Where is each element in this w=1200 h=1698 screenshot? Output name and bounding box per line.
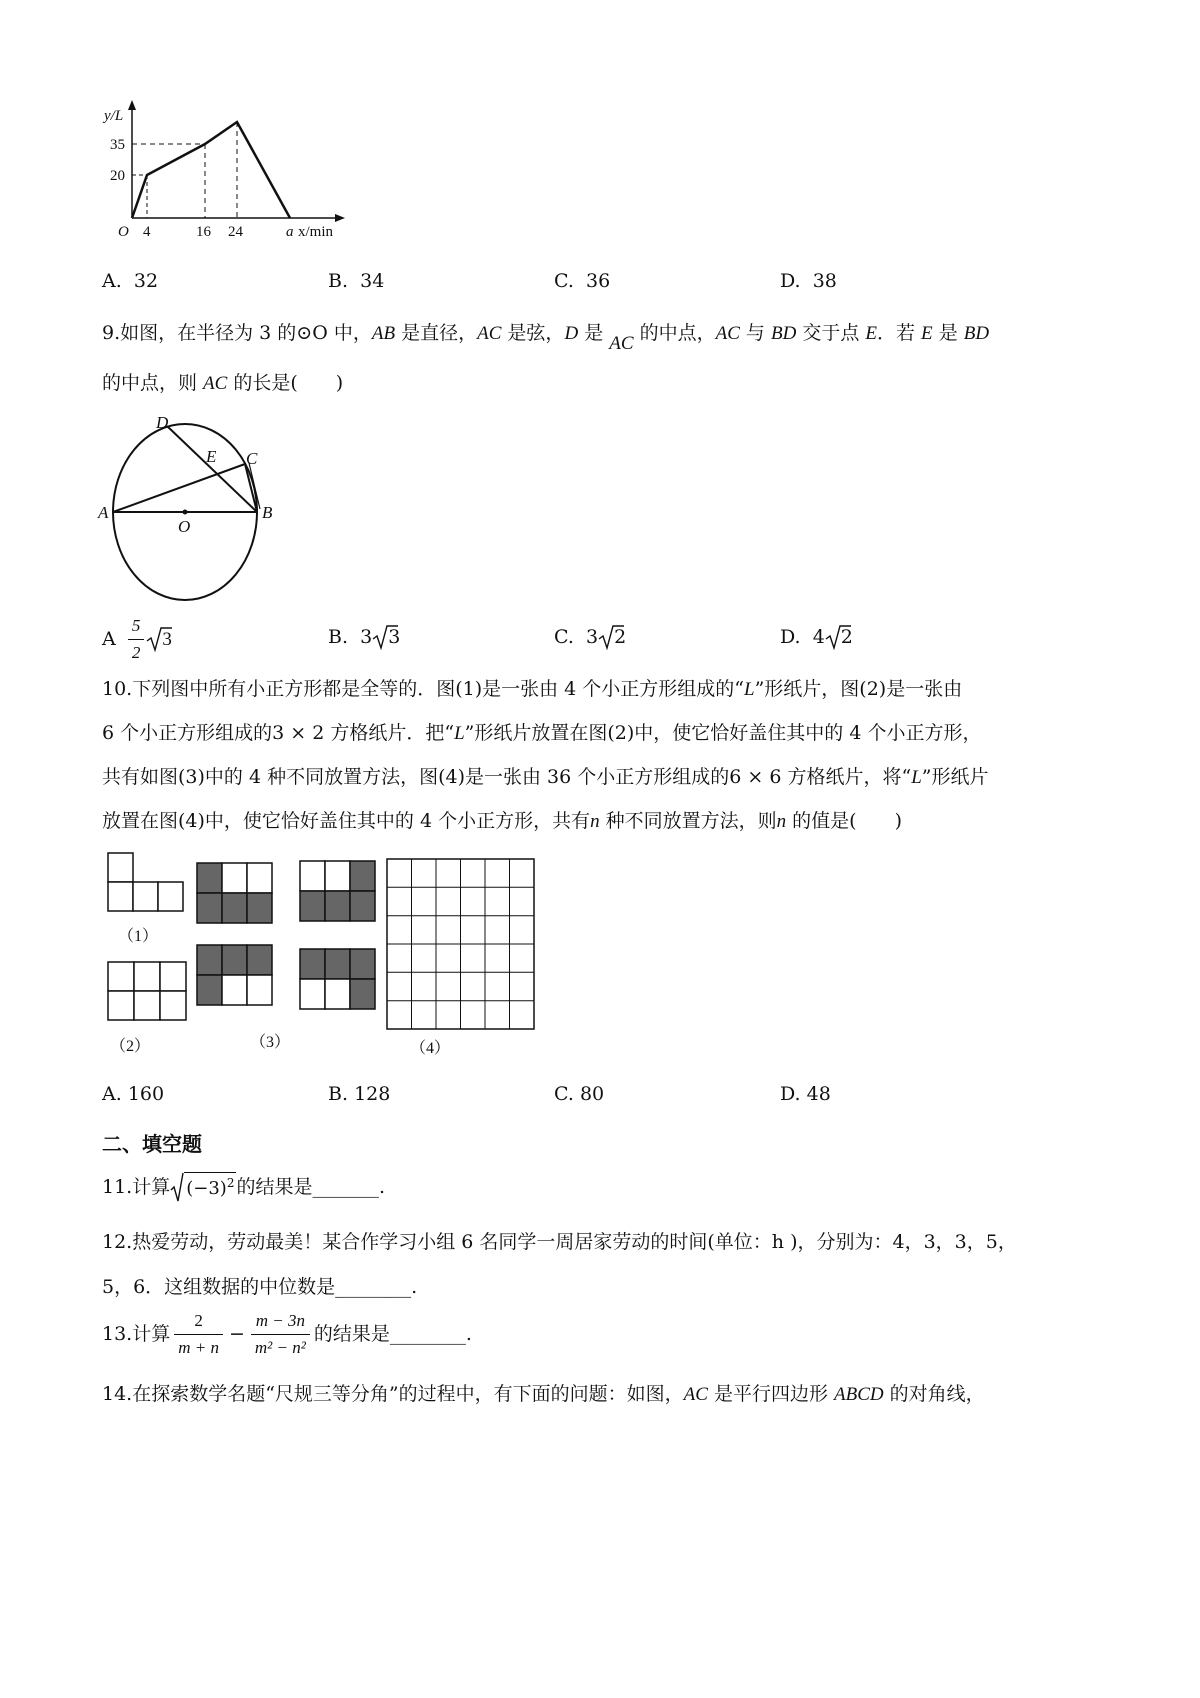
center-dot	[183, 510, 188, 515]
q10-option-a[interactable]: A. 160	[102, 1083, 165, 1105]
q12-line-1: 12.热爱劳动，劳动最美！某合作学习小组 6 名同学一周居家劳动的时间(单位：h )，分别为：4，3，3，5，	[102, 1231, 1017, 1253]
fraction-1: $\frac{2}{m + n}$	[174, 1311, 223, 1357]
q10-option-c[interactable]: C. 80	[554, 1083, 605, 1105]
section-heading: 二、填空题	[102, 1132, 202, 1156]
y-axis-arrow	[128, 100, 136, 110]
q9-option-b[interactable]: B. 3 3	[328, 624, 400, 650]
q9-option-c[interactable]: C. 3 2	[554, 624, 626, 650]
fraction: $\frac{5}{2}$	[128, 616, 145, 662]
chord-bd	[167, 426, 257, 512]
q10-line-3: 共有如图(3)中的 4 种不同放置方法，图(4)是一张由 36 个小正方形组成的6 × 6 方格纸片，将“L”形纸片	[102, 766, 989, 788]
fig-label-1: （1）	[118, 928, 159, 945]
q12-line-2: 5，6．这组数据的中位数是________.	[102, 1276, 418, 1298]
y-tick-35: 35	[110, 137, 125, 153]
graph-line	[132, 122, 290, 218]
q10-figures	[100, 845, 540, 1065]
q9-line-2: 的中点，则 AC 的长是( )	[102, 372, 344, 394]
x-axis-label: x/min	[298, 224, 334, 240]
x-axis-arrow	[335, 214, 345, 222]
label-c: C	[246, 449, 258, 468]
label-d: D	[156, 413, 169, 432]
q8-graph	[100, 100, 360, 250]
fig4-grid	[387, 859, 534, 1029]
q9-circle-figure	[96, 412, 286, 602]
fig-label-3: （3）	[250, 1034, 291, 1051]
x-tick-16: 16	[196, 224, 211, 240]
q8-option-b[interactable]: B. 34	[328, 270, 385, 292]
q9-option-d[interactable]: D. 4 2	[780, 624, 853, 650]
fig3-placements	[197, 861, 375, 1009]
label-o: O	[178, 517, 191, 536]
x-tick-a: a	[286, 224, 294, 240]
fraction-2: $\frac{m - 3n}{\text{m² − n²}}$	[251, 1311, 310, 1357]
q10-line-4: 放置在图(4)中，使它恰好盖住其中的 4 个小正方形，共有n 种不同放置方法，则n 的值是( )	[102, 810, 903, 832]
q8-option-a[interactable]: A. 32	[102, 270, 159, 292]
label-e: E	[206, 447, 217, 466]
q9-line-1: 9.如图，在半径为 3 的⊙O 中，AB 是直径，AC 是弦，D 是 AC 的中点，AC 与 BD 交于点 E．若 E 是 BD	[102, 322, 990, 354]
q14-line-1: 14.在探索数学名题“尺规三等分角”的过程中，有下面的问题：如图，AC 是平行四边形 ABCD 的对角线，	[102, 1383, 985, 1405]
y-tick-20: 20	[110, 168, 125, 184]
arc-ac: AC	[609, 333, 634, 354]
fig2-grid	[108, 962, 186, 1020]
q8-option-d[interactable]: D. 38	[780, 270, 837, 292]
sqrt-expression: $(-3)^2$	[170, 1172, 236, 1202]
origin-label: O	[118, 224, 129, 240]
q11: 11.计算 $(-3)^2$ 的结果是_______.	[102, 1170, 385, 1204]
fig-label-4: （4）	[410, 1040, 451, 1057]
q13: 13.计算 $\frac{2}{m + n}$ − $\frac{m - 3n}{\text{m² − n²}}$ 的结果是________.	[102, 1310, 472, 1357]
chord-ac	[113, 464, 245, 512]
q10-line-1: 10.下列图中所有小正方形都是全等的．图(1)是一张由 4 个小正方形组成的“L”形纸片，图(2)是一张由	[102, 678, 963, 700]
q8-option-c[interactable]: C. 36	[554, 270, 611, 292]
y-axis-label: y/L	[104, 108, 124, 124]
sqrt-symbol	[170, 1172, 184, 1202]
fig-label-2: （2）	[110, 1038, 151, 1055]
x-tick-4: 4	[143, 224, 151, 240]
q10-line-2: 6 个小正方形组成的3 × 2 方格纸片．把“L”形纸片放置在图(2)中，使它恰好盖住其中的 4 个小正方形，	[102, 722, 982, 744]
fig1-l-shape	[108, 853, 183, 911]
q9-option-a[interactable]: A $\frac{5}{2}$ 3	[102, 615, 172, 662]
label-a: A	[98, 503, 109, 522]
q10-option-b[interactable]: B. 128	[328, 1083, 391, 1105]
q10-option-d[interactable]: D. 48	[780, 1083, 831, 1105]
x-tick-24: 24	[228, 224, 243, 240]
label-b: B	[262, 503, 273, 522]
